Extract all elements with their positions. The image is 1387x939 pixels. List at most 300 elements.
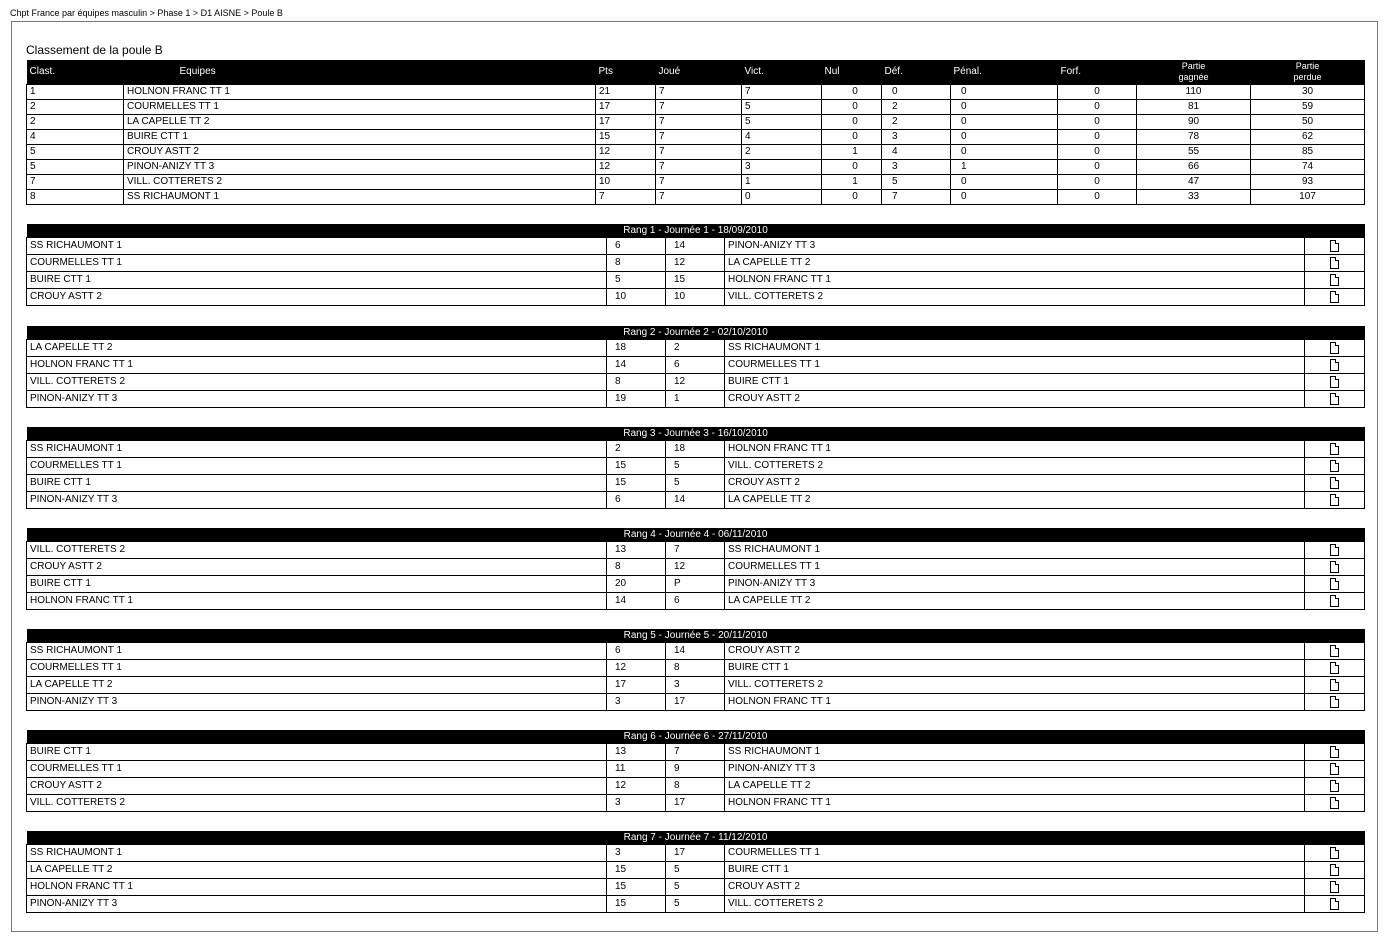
header-nul: Nul — [822, 60, 882, 85]
standings-cell-penal: 0 — [951, 85, 1058, 100]
home-score: 15 — [607, 896, 666, 913]
document-icon[interactable] — [1330, 696, 1339, 708]
match-row — [27, 593, 1365, 610]
away-score: 17 — [666, 795, 725, 812]
standings-cell-clast: 8 — [27, 190, 124, 205]
away-team: LA CAPELLE TT 2 — [725, 492, 1305, 509]
standings-cell-def: 2 — [882, 100, 951, 115]
away-team: VILL. COTTERETS 2 — [725, 677, 1305, 694]
away-score: P — [666, 576, 725, 593]
standings-title: Classement de la poule B — [26, 43, 163, 57]
standings-row — [27, 175, 1365, 190]
away-team: BUIRE CTT 1 — [725, 374, 1305, 391]
standings-cell-pts: 12 — [596, 145, 656, 160]
home-score: 3 — [607, 694, 666, 711]
home-team: VILL. COTTERETS 2 — [27, 795, 607, 812]
document-icon[interactable] — [1330, 477, 1339, 489]
match-row — [27, 374, 1365, 391]
document-icon[interactable] — [1330, 460, 1339, 472]
home-score: 6 — [607, 238, 666, 255]
round-title: Rang 7 - Journée 7 - 11/12/2010 — [27, 831, 1365, 845]
standings-cell-penal: 1 — [951, 160, 1058, 175]
standings-cell-joue: 7 — [656, 100, 742, 115]
standings-cell-pts: 7 — [596, 190, 656, 205]
document-icon[interactable] — [1330, 578, 1339, 590]
away-score: 1 — [666, 391, 725, 408]
match-sheet-cell — [1305, 492, 1365, 509]
match-sheet-cell — [1305, 272, 1365, 289]
standings-cell-gagnee: 47 — [1137, 175, 1251, 190]
standings-cell-perdue: 59 — [1251, 100, 1365, 115]
standings-row — [27, 130, 1365, 145]
match-row — [27, 340, 1365, 357]
standings-row — [27, 115, 1365, 130]
away-score: 12 — [666, 255, 725, 272]
standings-row — [27, 85, 1365, 100]
home-team: SS RICHAUMONT 1 — [27, 238, 607, 255]
match-sheet-cell — [1305, 896, 1365, 913]
header-vict: Vict. — [742, 60, 822, 85]
standings-cell-nul: 0 — [822, 190, 882, 205]
document-icon[interactable] — [1330, 342, 1339, 354]
standings-cell-gagnee: 81 — [1137, 100, 1251, 115]
round-table — [26, 831, 1365, 913]
away-score: 14 — [666, 643, 725, 660]
standings-cell-penal: 0 — [951, 175, 1058, 190]
match-row — [27, 795, 1365, 812]
round-table — [26, 528, 1365, 610]
away-score: 3 — [666, 677, 725, 694]
match-sheet-cell — [1305, 593, 1365, 610]
away-score: 12 — [666, 374, 725, 391]
standings-cell-team: LA CAPELLE TT 2 — [124, 115, 596, 130]
standings-cell-nul: 0 — [822, 130, 882, 145]
home-team: PINON-ANIZY TT 3 — [27, 694, 607, 711]
document-icon[interactable] — [1330, 797, 1339, 809]
away-team: CROUY ASTT 2 — [725, 643, 1305, 660]
away-score: 15 — [666, 272, 725, 289]
away-score: 17 — [666, 694, 725, 711]
match-sheet-cell — [1305, 795, 1365, 812]
match-row — [27, 896, 1365, 913]
standings-cell-team: CROUY ASTT 2 — [124, 145, 596, 160]
match-sheet-cell — [1305, 879, 1365, 896]
header-partie-gagnee — [1137, 60, 1251, 85]
round-title: Rang 3 - Journée 3 - 16/10/2010 — [27, 427, 1365, 441]
document-icon[interactable] — [1330, 898, 1339, 910]
home-team: SS RICHAUMONT 1 — [27, 441, 607, 458]
match-sheet-cell — [1305, 643, 1365, 660]
header-partie-perdue-line1: Partie — [1295, 61, 1320, 71]
document-icon[interactable] — [1330, 847, 1339, 859]
home-score: 15 — [607, 879, 666, 896]
match-sheet-cell — [1305, 542, 1365, 559]
standings-cell-forf: 0 — [1058, 115, 1137, 130]
standings-cell-vict: 5 — [742, 115, 822, 130]
away-team: VILL. COTTERETS 2 — [725, 458, 1305, 475]
match-sheet-cell — [1305, 458, 1365, 475]
standings-cell-forf: 0 — [1058, 130, 1137, 145]
document-icon[interactable] — [1330, 763, 1339, 775]
home-team: PINON-ANIZY TT 3 — [27, 492, 607, 509]
header-joue: Joué — [656, 60, 742, 85]
home-team: CROUY ASTT 2 — [27, 559, 607, 576]
header-partie-gagnee-line2: gagnée — [1178, 72, 1209, 82]
away-score: 17 — [666, 845, 725, 862]
match-row — [27, 272, 1365, 289]
standings-cell-penal: 0 — [951, 190, 1058, 205]
home-score: 12 — [607, 660, 666, 677]
document-icon[interactable] — [1330, 679, 1339, 691]
document-icon[interactable] — [1330, 544, 1339, 556]
home-score: 20 — [607, 576, 666, 593]
match-sheet-cell — [1305, 778, 1365, 795]
standings-cell-def: 0 — [882, 85, 951, 100]
away-team: LA CAPELLE TT 2 — [725, 778, 1305, 795]
document-icon[interactable] — [1330, 359, 1339, 371]
away-score: 14 — [666, 238, 725, 255]
standings-cell-vict: 2 — [742, 145, 822, 160]
home-team: PINON-ANIZY TT 3 — [27, 896, 607, 913]
home-score: 8 — [607, 374, 666, 391]
document-icon[interactable] — [1330, 494, 1339, 506]
away-score: 9 — [666, 761, 725, 778]
home-score: 19 — [607, 391, 666, 408]
home-team: COURMELLES TT 1 — [27, 458, 607, 475]
standings-cell-nul: 1 — [822, 145, 882, 160]
away-score: 8 — [666, 660, 725, 677]
header-clast: Clast. — [27, 60, 124, 85]
away-team: HOLNON FRANC TT 1 — [725, 694, 1305, 711]
match-row — [27, 238, 1365, 255]
standings-cell-vict: 0 — [742, 190, 822, 205]
away-team: CROUY ASTT 2 — [725, 391, 1305, 408]
home-team: COURMELLES TT 1 — [27, 660, 607, 677]
home-score: 14 — [607, 593, 666, 610]
standings-cell-joue: 7 — [656, 175, 742, 190]
standings-row — [27, 190, 1365, 205]
standings-cell-perdue: 50 — [1251, 115, 1365, 130]
standings-header-row — [27, 60, 1365, 85]
match-row — [27, 576, 1365, 593]
standings-table — [26, 60, 1365, 205]
home-team: BUIRE CTT 1 — [27, 744, 607, 761]
match-row — [27, 542, 1365, 559]
home-team: BUIRE CTT 1 — [27, 475, 607, 492]
standings-cell-nul: 0 — [822, 85, 882, 100]
standings-cell-def: 5 — [882, 175, 951, 190]
away-score: 5 — [666, 879, 725, 896]
away-team: LA CAPELLE TT 2 — [725, 593, 1305, 610]
home-team: LA CAPELLE TT 2 — [27, 340, 607, 357]
match-sheet-cell — [1305, 357, 1365, 374]
match-sheet-cell — [1305, 677, 1365, 694]
away-score: 18 — [666, 441, 725, 458]
away-team: HOLNON FRANC TT 1 — [725, 441, 1305, 458]
home-team: PINON-ANIZY TT 3 — [27, 391, 607, 408]
away-score: 5 — [666, 896, 725, 913]
match-row — [27, 879, 1365, 896]
home-team: HOLNON FRANC TT 1 — [27, 593, 607, 610]
home-score: 5 — [607, 272, 666, 289]
home-team: CROUY ASTT 2 — [27, 778, 607, 795]
standings-cell-perdue: 85 — [1251, 145, 1365, 160]
standings-cell-gagnee: 66 — [1137, 160, 1251, 175]
standings-cell-vict: 4 — [742, 130, 822, 145]
match-row — [27, 357, 1365, 374]
standings-cell-team: BUIRE CTT 1 — [124, 130, 596, 145]
standings-cell-def: 2 — [882, 115, 951, 130]
away-team: LA CAPELLE TT 2 — [725, 255, 1305, 272]
standings-cell-clast: 5 — [27, 145, 124, 160]
match-sheet-cell — [1305, 255, 1365, 272]
home-score: 15 — [607, 475, 666, 492]
standings-cell-def: 7 — [882, 190, 951, 205]
header-forf: Forf. — [1058, 60, 1137, 85]
home-score: 3 — [607, 845, 666, 862]
away-team: VILL. COTTERETS 2 — [725, 896, 1305, 913]
match-row — [27, 845, 1365, 862]
match-row — [27, 458, 1365, 475]
match-sheet-cell — [1305, 576, 1365, 593]
standings-cell-penal: 0 — [951, 145, 1058, 160]
standings-cell-clast: 5 — [27, 160, 124, 175]
standings-cell-team: PINON-ANIZY TT 3 — [124, 160, 596, 175]
match-sheet-cell — [1305, 660, 1365, 677]
standings-cell-forf: 0 — [1058, 85, 1137, 100]
home-team: COURMELLES TT 1 — [27, 255, 607, 272]
document-icon[interactable] — [1330, 443, 1339, 455]
match-sheet-cell — [1305, 340, 1365, 357]
standings-cell-def: 3 — [882, 130, 951, 145]
standings-cell-perdue: 62 — [1251, 130, 1365, 145]
standings-cell-forf: 0 — [1058, 190, 1137, 205]
round-title: Rang 6 - Journée 6 - 27/11/2010 — [27, 730, 1365, 744]
header-partie-perdue — [1251, 60, 1365, 85]
document-icon[interactable] — [1330, 376, 1339, 388]
match-row — [27, 778, 1365, 795]
standings-cell-forf: 0 — [1058, 145, 1137, 160]
document-icon[interactable] — [1330, 257, 1339, 269]
document-icon[interactable] — [1330, 291, 1339, 303]
standings-cell-clast: 7 — [27, 175, 124, 190]
standings-cell-nul: 1 — [822, 175, 882, 190]
standings-cell-penal: 0 — [951, 100, 1058, 115]
home-score: 8 — [607, 255, 666, 272]
standings-cell-team: COURMELLES TT 1 — [124, 100, 596, 115]
document-icon[interactable] — [1330, 662, 1339, 674]
home-score: 13 — [607, 542, 666, 559]
home-team: CROUY ASTT 2 — [27, 289, 607, 306]
standings-row — [27, 160, 1365, 175]
away-team: PINON-ANIZY TT 3 — [725, 761, 1305, 778]
standings-cell-perdue: 93 — [1251, 175, 1365, 190]
match-sheet-cell — [1305, 559, 1365, 576]
standings-cell-nul: 0 — [822, 115, 882, 130]
away-team: SS RICHAUMONT 1 — [725, 542, 1305, 559]
home-team: LA CAPELLE TT 2 — [27, 677, 607, 694]
standings-cell-gagnee: 55 — [1137, 145, 1251, 160]
document-icon[interactable] — [1330, 780, 1339, 792]
home-team: LA CAPELLE TT 2 — [27, 862, 607, 879]
home-score: 3 — [607, 795, 666, 812]
standings-cell-clast: 1 — [27, 85, 124, 100]
round-table — [26, 730, 1365, 812]
match-row — [27, 492, 1365, 509]
home-team: SS RICHAUMONT 1 — [27, 845, 607, 862]
round-table — [26, 326, 1365, 408]
away-score: 5 — [666, 458, 725, 475]
match-sheet-cell — [1305, 289, 1365, 306]
standings-cell-perdue: 30 — [1251, 85, 1365, 100]
home-team: BUIRE CTT 1 — [27, 576, 607, 593]
match-row — [27, 660, 1365, 677]
standings-cell-team: SS RICHAUMONT 1 — [124, 190, 596, 205]
standings-cell-nul: 0 — [822, 160, 882, 175]
home-score: 15 — [607, 862, 666, 879]
breadcrumb: Chpt France par équipes masculin > Phase 1 > D1 AISNE > Poule B — [10, 8, 283, 18]
home-score: 13 — [607, 744, 666, 761]
standings-cell-vict: 3 — [742, 160, 822, 175]
round-table — [26, 629, 1365, 711]
standings-cell-def: 4 — [882, 145, 951, 160]
home-score: 8 — [607, 559, 666, 576]
home-team: VILL. COTTERETS 2 — [27, 542, 607, 559]
header-partie-gagnee-line1: Partie — [1181, 61, 1206, 71]
round-title: Rang 2 - Journée 2 - 02/10/2010 — [27, 326, 1365, 340]
match-row — [27, 289, 1365, 306]
round-table — [26, 224, 1365, 306]
match-row — [27, 694, 1365, 711]
away-team: HOLNON FRANC TT 1 — [725, 272, 1305, 289]
standings-cell-vict: 5 — [742, 100, 822, 115]
standings-cell-clast: 2 — [27, 100, 124, 115]
standings-cell-vict: 1 — [742, 175, 822, 190]
home-score: 12 — [607, 778, 666, 795]
standings-cell-pts: 17 — [596, 115, 656, 130]
away-score: 12 — [666, 559, 725, 576]
match-row — [27, 862, 1365, 879]
document-icon[interactable] — [1330, 393, 1339, 405]
document-icon[interactable] — [1330, 864, 1339, 876]
home-team: HOLNON FRANC TT 1 — [27, 879, 607, 896]
standings-cell-joue: 7 — [656, 85, 742, 100]
standings-cell-pts: 15 — [596, 130, 656, 145]
standings-cell-pts: 21 — [596, 85, 656, 100]
document-icon[interactable] — [1330, 274, 1339, 286]
home-team: VILL. COTTERETS 2 — [27, 374, 607, 391]
standings-cell-joue: 7 — [656, 130, 742, 145]
away-team: VILL. COTTERETS 2 — [725, 289, 1305, 306]
document-icon[interactable] — [1330, 746, 1339, 758]
away-score: 8 — [666, 778, 725, 795]
match-row — [27, 744, 1365, 761]
away-team: CROUY ASTT 2 — [725, 879, 1305, 896]
standings-cell-perdue: 74 — [1251, 160, 1365, 175]
match-sheet-cell — [1305, 238, 1365, 255]
standings-cell-joue: 7 — [656, 145, 742, 160]
header-def: Déf. — [882, 60, 951, 85]
home-score: 10 — [607, 289, 666, 306]
home-score: 15 — [607, 458, 666, 475]
away-team: PINON-ANIZY TT 3 — [725, 238, 1305, 255]
standings-row — [27, 145, 1365, 160]
header-penal: Pénal. — [951, 60, 1058, 85]
match-sheet-cell — [1305, 761, 1365, 778]
document-icon[interactable] — [1330, 881, 1339, 893]
away-team: COURMELLES TT 1 — [725, 845, 1305, 862]
home-team: COURMELLES TT 1 — [27, 761, 607, 778]
standings-cell-joue: 7 — [656, 190, 742, 205]
away-team: BUIRE CTT 1 — [725, 660, 1305, 677]
home-score: 2 — [607, 441, 666, 458]
home-score: 18 — [607, 340, 666, 357]
away-team: PINON-ANIZY TT 3 — [725, 576, 1305, 593]
match-sheet-cell — [1305, 862, 1365, 879]
standings-cell-joue: 7 — [656, 160, 742, 175]
away-team: BUIRE CTT 1 — [725, 862, 1305, 879]
standings-cell-def: 3 — [882, 160, 951, 175]
header-partie-perdue-line2: perdue — [1293, 72, 1322, 82]
standings-cell-gagnee: 78 — [1137, 130, 1251, 145]
home-team: SS RICHAUMONT 1 — [27, 643, 607, 660]
header-equipes: Equipes — [124, 60, 596, 85]
away-score: 7 — [666, 542, 725, 559]
home-score: 6 — [607, 492, 666, 509]
away-team: SS RICHAUMONT 1 — [725, 744, 1305, 761]
document-icon[interactable] — [1330, 561, 1339, 573]
match-sheet-cell — [1305, 694, 1365, 711]
document-icon[interactable] — [1330, 645, 1339, 657]
match-row — [27, 643, 1365, 660]
standings-row — [27, 100, 1365, 115]
standings-cell-team: HOLNON FRANC TT 1 — [124, 85, 596, 100]
round-title: Rang 5 - Journée 5 - 20/11/2010 — [27, 629, 1365, 643]
away-score: 5 — [666, 862, 725, 879]
away-score: 5 — [666, 475, 725, 492]
away-team: HOLNON FRANC TT 1 — [725, 795, 1305, 812]
header-pts: Pts — [596, 60, 656, 85]
standings-cell-penal: 0 — [951, 115, 1058, 130]
home-score: 17 — [607, 677, 666, 694]
standings-cell-clast: 4 — [27, 130, 124, 145]
standings-cell-penal: 0 — [951, 130, 1058, 145]
home-score: 6 — [607, 643, 666, 660]
standings-cell-forf: 0 — [1058, 160, 1137, 175]
match-sheet-cell — [1305, 391, 1365, 408]
standings-cell-forf: 0 — [1058, 175, 1137, 190]
away-score: 6 — [666, 593, 725, 610]
match-row — [27, 475, 1365, 492]
standings-cell-joue: 7 — [656, 115, 742, 130]
home-team: BUIRE CTT 1 — [27, 272, 607, 289]
standings-cell-pts: 12 — [596, 160, 656, 175]
standings-cell-clast: 2 — [27, 115, 124, 130]
match-row — [27, 441, 1365, 458]
standings-cell-forf: 0 — [1058, 100, 1137, 115]
round-title: Rang 1 - Journée 1 - 18/09/2010 — [27, 224, 1365, 238]
document-icon[interactable] — [1330, 595, 1339, 607]
standings-cell-nul: 0 — [822, 100, 882, 115]
away-score: 6 — [666, 357, 725, 374]
match-sheet-cell — [1305, 744, 1365, 761]
round-table — [26, 427, 1365, 509]
match-sheet-cell — [1305, 475, 1365, 492]
document-icon[interactable] — [1330, 240, 1339, 252]
standings-cell-gagnee: 110 — [1137, 85, 1251, 100]
match-row — [27, 761, 1365, 778]
match-row — [27, 255, 1365, 272]
